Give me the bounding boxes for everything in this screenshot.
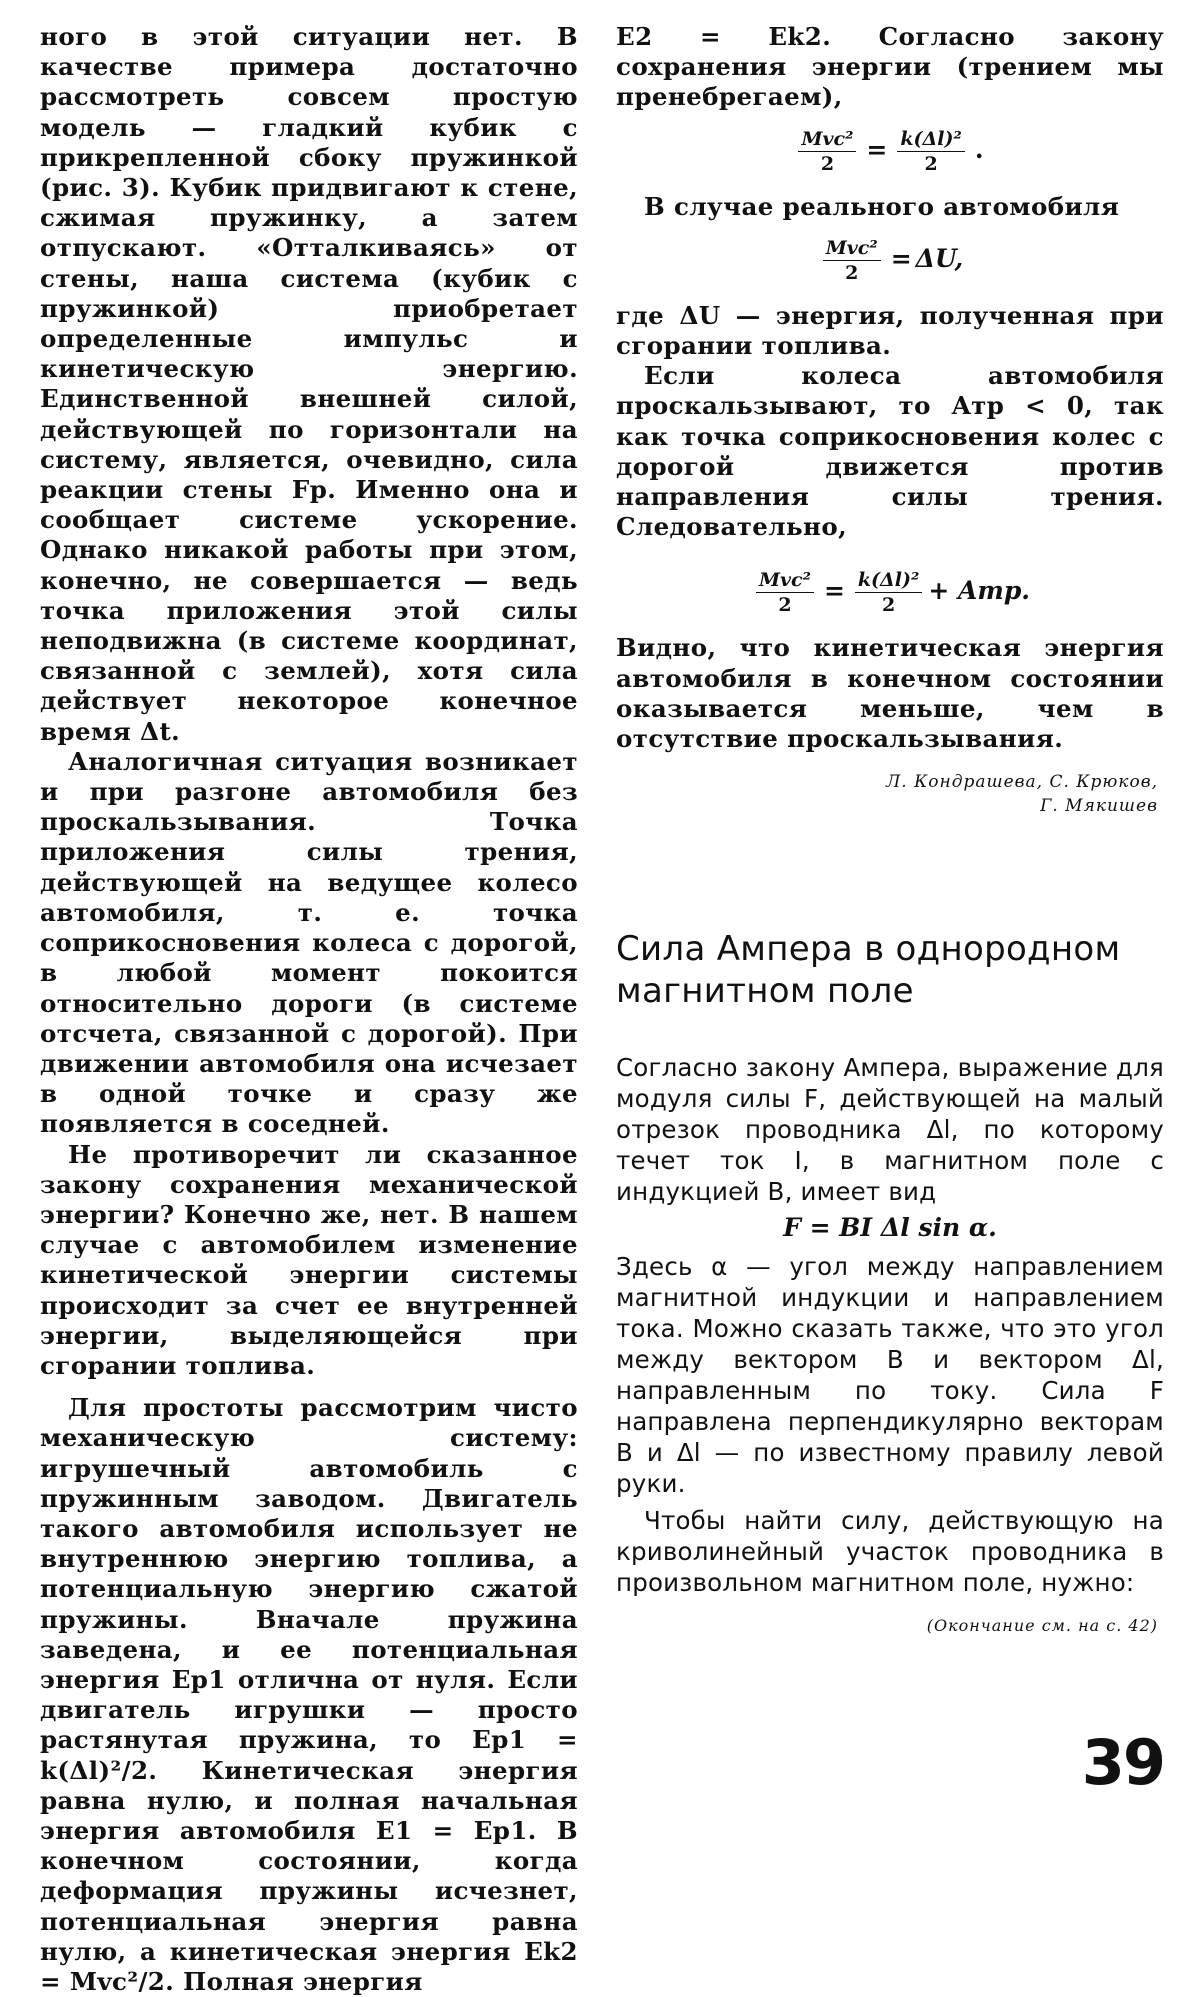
- ampere-article: [616, 1052, 1164, 1635]
- right-column: [616, 22, 1164, 1635]
- friction-work: + Aтр.: [928, 576, 1031, 606]
- paragraph-car-acceleration: Аналогичная ситуация возникает и при разгоне автомобиля без проскальзывания. Точка приложения силы трения, действующей на ведущее колесо автомобиля, т. е. точка соприкосновения колеса с дорогой, в любой момент покоится относительно дороги (в системе отсчета, связанной с дорогой). При движении автомобиля она исчезает в одной точке и сразу же появляется в соседней.: [40, 746, 578, 1139]
- paragraph-ampere-law: Согласно закону Ампера, выражение для модуля силы F, действующей на малый отрезок проводника Δl, по которому течет ток I, в магнитном поле с индукцией B, имеет вид: [616, 1053, 1164, 1207]
- left-column: [40, 22, 578, 1997]
- fraction-kinetic: $\frac{\text{Mvc²}}{2}$: [798, 127, 856, 176]
- page-number: 39: [1081, 1726, 1164, 1799]
- delta-u: ΔU,: [915, 243, 964, 273]
- authors: Л. Кондрашева, С. Крюков, Г. Мякишев: [886, 772, 1158, 817]
- paragraph-curved-conductor: Чтобы найти силу, действующую на криволинейный участок проводника в произвольном магнитном поле, нужно:: [616, 1506, 1164, 1598]
- paragraph-energy-conservation: Не противоречит ли сказанное закону сохранения механической энергии? Конечно же, нет. В нашем случае с автомобилем изменение кинетической энергии системы происходит за счет ее внутренней энергии, выделяющейся при сгорании топлива.: [40, 1139, 578, 1380]
- fraction-kinetic: $\frac{\text{Mvc²}}{2}$: [756, 568, 814, 617]
- paragraph-slipping: Если колеса автомобиля проскальзывают, то Aтр < 0, так как точка соприкосновения колес с дорогой движется против направления силы трения. Следовательно,: [616, 361, 1164, 542]
- article-title: Сила Ампера в однородном магнитном поле: [616, 929, 1121, 1012]
- fraction-potential: $\frac{\text{k(Δl)²}}{2}$: [897, 127, 964, 176]
- paragraph-angle-alpha: Здесь α — угол между направлением магнитной индукции и направлением тока. Можно сказать также, что это угол между вектором B и вектором Δl, направленным по току. Сила F направлена перпендикулярно векторам B и Δl — по известному правилу левой руки.: [616, 1252, 1164, 1499]
- fraction-potential: $\frac{\text{k(Δl)²}}{2}$: [855, 568, 922, 617]
- paragraph-energy-intro: E2 = Ek2. Согласно закону сохранения энергии (трением мы пренебрегаем),: [616, 22, 1164, 112]
- formula-slipping: $\frac{\text{Mvc²}}{2}$ = $\frac{\text{k(Δl)²}}{2}$ + Aтр.: [616, 568, 1164, 617]
- fraction-kinetic: $\frac{\text{Mvc²}}{2}$: [823, 236, 881, 285]
- continuation-note: (Окончание см. на с. 42): [926, 1616, 1158, 1636]
- formula-real-car: $\frac{\text{Mvc²}}{2}$ = ΔU,: [616, 236, 1164, 285]
- paragraph-cube-example: ного в этой ситуации нет. В качестве примера достаточно рассмотреть совсем простую модель — гладкий кубик с прикрепленной сбоку пружинкой (рис. 3). Кубик придвигают к стене, сжимая пружинку, а затем отпускают. «Отталкиваясь» от стены, наша система (кубик с пружинкой) приобретает определенные импульс и кинетическую энергию. Единственной внешней силой, действующей по горизонтали на систему, является, очевидно, сила реакции стены Fр. Именно она и сообщает системе ускорение. Однако никакой работы при этом, конечно, не совершается — ведь точка приложения этой силы неподвижна (в системе координат, связанной с землей), хотя сила действует некоторое конечное время Δt.: [40, 22, 578, 746]
- paragraph-toy-car: Для простоты рассмотрим чисто механическую систему: игрушечный автомобиль с пружинным заводом. Двигатель такого автомобиля использует не внутреннюю энергию топлива, а потенциальную энергию сжатой пружины. Вначале пружина заведена, и ее потенциальная энергия Ep1 отлична от нуля. Если двигатель игрушки — просто растянутая пружина, то Ep1 = k(Δl)²/2. Кинетическая энергия равна нулю, и полная начальная энергия автомобиля E1 = Ep1. В конечном состоянии, когда деформация пружины исчезнет, потенциальная энергия равна нулю, а кинетическая энергия Ek2 = Mvc²/2. Полная энергия: [40, 1393, 578, 1996]
- paragraph-where-delta-u: где ΔU — энергия, полученная при сгорании топлива.: [616, 300, 1164, 361]
- formula-ampere-force: F = BI Δl sin α.: [783, 1213, 997, 1243]
- paragraph-conclusion: Видно, что кинетическая энергия автомобиля в конечном состоянии оказывается меньше, чем в отсутствие проскальзывания.: [616, 633, 1164, 754]
- formula-energy-conservation: $\frac{\text{Mvc²}}{2}$ = $\frac{\text{k(Δl)²}}{2}$ .: [616, 127, 1164, 176]
- paragraph-real-car: В случае реального автомобиля: [644, 191, 1120, 221]
